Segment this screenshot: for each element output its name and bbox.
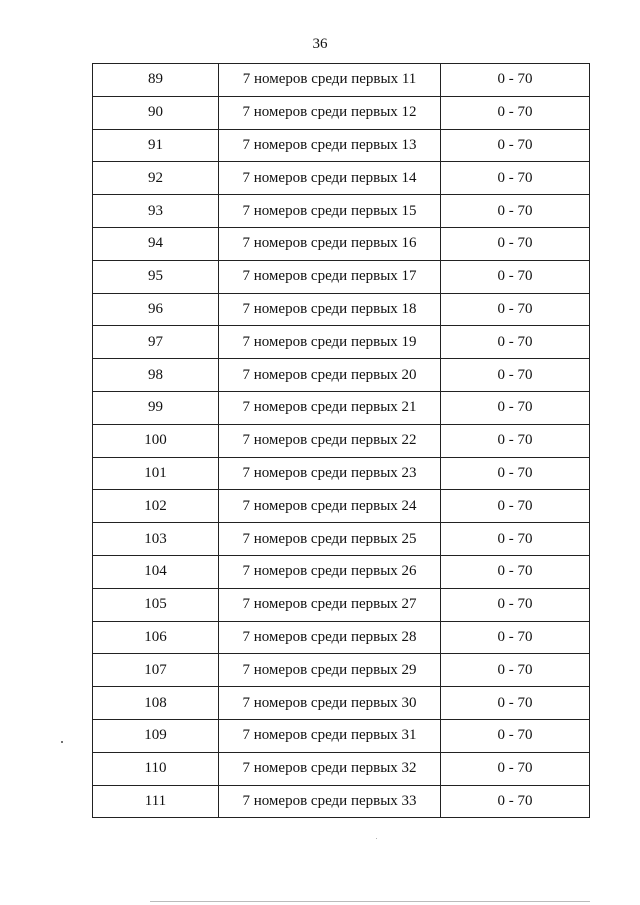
scan-edge-line — [150, 901, 590, 902]
row-range: 0 - 70 — [441, 391, 590, 424]
row-description: 7 номеров среди первых 14 — [219, 162, 441, 195]
table-row — [93, 654, 590, 687]
row-description: 7 номеров среди первых 27 — [219, 588, 441, 621]
row-description: 7 номеров среди первых 31 — [219, 719, 441, 752]
table-row — [93, 752, 590, 785]
row-description: 7 номеров среди первых 33 — [219, 785, 441, 818]
table-row — [93, 719, 590, 752]
row-range: 0 - 70 — [441, 523, 590, 556]
row-description: 7 номеров среди первых 29 — [219, 654, 441, 687]
row-range: 0 - 70 — [441, 96, 590, 129]
row-range: 0 - 70 — [441, 424, 590, 457]
table-row — [93, 195, 590, 228]
row-number: 94 — [93, 227, 219, 260]
row-number: 96 — [93, 293, 219, 326]
row-number: 98 — [93, 359, 219, 392]
row-number: 104 — [93, 555, 219, 588]
table-row — [93, 129, 590, 162]
row-range: 0 - 70 — [441, 260, 590, 293]
row-description: 7 номеров среди первых 17 — [219, 260, 441, 293]
row-number: 92 — [93, 162, 219, 195]
row-description: 7 номеров среди первых 16 — [219, 227, 441, 260]
row-range: 0 - 70 — [441, 359, 590, 392]
row-description: 7 номеров среди первых 24 — [219, 490, 441, 523]
page-number: 36 — [312, 36, 328, 52]
table-row — [93, 391, 590, 424]
table-row — [93, 162, 590, 195]
table-row — [93, 457, 590, 490]
row-description: 7 номеров среди первых 18 — [219, 293, 441, 326]
row-number: 106 — [93, 621, 219, 654]
row-range: 0 - 70 — [441, 588, 590, 621]
row-description: 7 номеров среди первых 21 — [219, 391, 441, 424]
table-row — [93, 293, 590, 326]
table-row — [93, 490, 590, 523]
row-number: 99 — [93, 391, 219, 424]
table-row — [93, 687, 590, 720]
row-description: 7 номеров среди первых 20 — [219, 359, 441, 392]
scan-speck — [376, 838, 377, 839]
table-body — [93, 64, 590, 818]
row-range: 0 - 70 — [441, 490, 590, 523]
row-number: 95 — [93, 260, 219, 293]
table-row — [93, 785, 590, 818]
row-description: 7 номеров среди первых 12 — [219, 96, 441, 129]
row-number: 91 — [93, 129, 219, 162]
row-number: 101 — [93, 457, 219, 490]
row-number: 89 — [93, 64, 219, 97]
table-row — [93, 260, 590, 293]
row-number: 97 — [93, 326, 219, 359]
row-range: 0 - 70 — [441, 719, 590, 752]
table-row — [93, 424, 590, 457]
row-description: 7 номеров среди первых 30 — [219, 687, 441, 720]
row-range: 0 - 70 — [441, 457, 590, 490]
table-row — [93, 359, 590, 392]
row-number: 108 — [93, 687, 219, 720]
table-row — [93, 523, 590, 556]
row-range: 0 - 70 — [441, 326, 590, 359]
row-description: 7 номеров среди первых 19 — [219, 326, 441, 359]
row-description: 7 номеров среди первых 26 — [219, 555, 441, 588]
document-table — [92, 63, 590, 818]
row-number: 90 — [93, 96, 219, 129]
table-row — [93, 326, 590, 359]
row-number: 109 — [93, 719, 219, 752]
table-row — [93, 588, 590, 621]
row-range: 0 - 70 — [441, 687, 590, 720]
table-row — [93, 64, 590, 97]
row-range: 0 - 70 — [441, 293, 590, 326]
row-range: 0 - 70 — [441, 621, 590, 654]
row-description: 7 номеров среди первых 32 — [219, 752, 441, 785]
row-description: 7 номеров среди первых 13 — [219, 129, 441, 162]
row-description: 7 номеров среди первых 15 — [219, 195, 441, 228]
row-range: 0 - 70 — [441, 555, 590, 588]
row-number: 111 — [93, 785, 219, 818]
row-description: 7 номеров среди первых 23 — [219, 457, 441, 490]
row-range: 0 - 70 — [441, 227, 590, 260]
row-number: 107 — [93, 654, 219, 687]
row-range: 0 - 70 — [441, 64, 590, 97]
scan-speck — [61, 741, 63, 743]
row-range: 0 - 70 — [441, 785, 590, 818]
row-range: 0 - 70 — [441, 654, 590, 687]
row-description: 7 номеров среди первых 28 — [219, 621, 441, 654]
row-number: 103 — [93, 523, 219, 556]
table-row — [93, 96, 590, 129]
row-number: 100 — [93, 424, 219, 457]
row-description: 7 номеров среди первых 25 — [219, 523, 441, 556]
row-number: 93 — [93, 195, 219, 228]
row-range: 0 - 70 — [441, 752, 590, 785]
row-range: 0 - 70 — [441, 195, 590, 228]
row-range: 0 - 70 — [441, 129, 590, 162]
row-number: 105 — [93, 588, 219, 621]
row-description: 7 номеров среди первых 11 — [219, 64, 441, 97]
row-number: 110 — [93, 752, 219, 785]
table-row — [93, 555, 590, 588]
table-row — [93, 621, 590, 654]
row-description: 7 номеров среди первых 22 — [219, 424, 441, 457]
row-range: 0 - 70 — [441, 162, 590, 195]
table-row — [93, 227, 590, 260]
row-number: 102 — [93, 490, 219, 523]
